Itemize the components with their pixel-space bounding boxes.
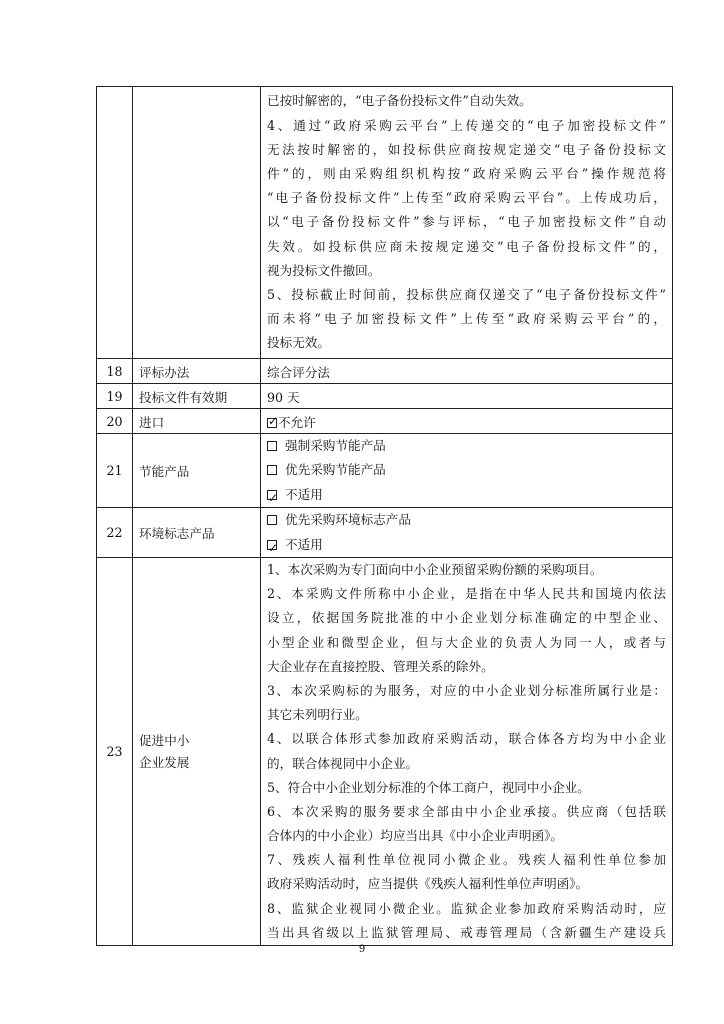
text-line: 失效。如投标供应商未按规定递交“电子备份投标文件”的， <box>267 238 666 254</box>
text-line: 4、以联合体形式参加政府采购活动，联合体各方均为中小企业 <box>267 731 666 747</box>
text-line: 投标无效。 <box>267 335 330 351</box>
option-label: 不适用 <box>285 486 323 502</box>
text-line: 合体内的中小企业）均应当出具《中小企业声明函》。 <box>267 828 563 844</box>
row-number: 21 <box>97 434 133 508</box>
text-line: 设立，依据国务院批准的中小企业划分标准确定的中型企业、 <box>267 610 666 626</box>
row-label <box>133 558 261 946</box>
text-line: 6、本次采购的服务要求全部由中小企业承接。供应商（包括联 <box>267 803 666 819</box>
row-label: 环境标志产品 <box>133 508 261 558</box>
energy-options <box>261 434 673 508</box>
text-line: 而未将“电子加密投标文件”上传至“政府采购云平台”的， <box>267 311 666 327</box>
row-label: 节能产品 <box>133 434 261 508</box>
option-line <box>267 508 666 532</box>
unchecked-box-icon <box>267 465 277 475</box>
continuation-content <box>261 87 673 359</box>
text-line: 无法按时解密的，如投标供应商按规定递交“电子备份投标文 <box>267 141 666 157</box>
text-line: “电子备份投标文件”上传至“政府采购云平台”。上传成功后， <box>267 190 666 206</box>
row-label: 投标文件有效期 <box>133 384 261 409</box>
table-row-23 <box>97 558 673 946</box>
option-label: 优先采购环境标志产品 <box>285 512 411 528</box>
text-line: 2、本采购文件所称中小企业，是指在中华人民共和国境内依法 <box>267 586 666 602</box>
option-line <box>267 483 666 507</box>
table-row-continuation <box>97 87 673 359</box>
text-line: 5、投标截止时间前，投标供应商仅递交了“电子备份投标文件” <box>267 286 666 302</box>
checked-box-icon <box>267 490 277 500</box>
table-row-18 <box>97 359 673 384</box>
unchecked-box-icon <box>267 441 277 451</box>
text-line: 的，联合体视同中小企业。 <box>267 755 419 771</box>
table-row-21 <box>97 434 673 508</box>
row-label-cell <box>133 87 261 359</box>
text-line: 8、监狱企业视同小微企业。监狱企业参加政府采购活动时，应 <box>267 900 666 916</box>
row-value: 综合评分法 <box>261 359 673 384</box>
row-label-line: 促进中小 <box>139 732 190 748</box>
eco-label-options <box>261 508 673 558</box>
option-label: 不允许 <box>278 414 316 430</box>
text-line: 7、残疾人福利性单位视同小微企业。残疾人福利性单位参加 <box>267 852 666 868</box>
table-row-19 <box>97 384 673 409</box>
row-label-line: 企业发展 <box>139 754 190 770</box>
text-line: 3、本次采购标的为服务，对应的中小企业划分标准所属行业是： <box>267 682 666 698</box>
sme-content <box>261 558 673 946</box>
text-line: 其它未列明行业。 <box>267 707 368 723</box>
text-line: 视为投标文件撤回。 <box>267 262 381 278</box>
table-row-22 <box>97 508 673 558</box>
option-label: 优先采购节能产品 <box>285 462 386 478</box>
checked-box-icon <box>267 540 277 550</box>
page-number: 9 <box>358 944 366 955</box>
text-line: 大企业存在直接控股、管理关系的除外。 <box>267 658 494 674</box>
row-value: 90 天 <box>261 384 673 409</box>
row-number-cell <box>97 87 133 359</box>
row-label: 进口 <box>133 409 261 434</box>
text-line: 1、本次采购为专门面向中小企业预留采购份额的采购项目。 <box>267 562 603 577</box>
row-number: 23 <box>97 558 133 946</box>
row-number: 19 <box>97 384 133 409</box>
row-value-import <box>261 409 673 434</box>
text-line: 政府采购活动时，应当提供《残疾人福利性单位声明函》。 <box>267 876 589 892</box>
table-row-20 <box>97 409 673 434</box>
text-line: 小型企业和微型企业，但与大企业的负责人为同一人，或者与 <box>267 634 666 650</box>
text-line: 件”的，则由采购组织机构按“政府采购云平台”操作规范将 <box>267 166 666 182</box>
row-number: 20 <box>97 409 133 434</box>
row-label: 评标办法 <box>133 359 261 384</box>
row-number: 22 <box>97 508 133 558</box>
text-line: 4、通过“政府采购云平台”上传递交的“电子加密投标文件” <box>267 117 666 133</box>
option-line <box>267 434 666 458</box>
option-line <box>267 458 666 482</box>
option-label: 强制采购节能产品 <box>285 438 386 454</box>
option-label: 不适用 <box>285 536 323 552</box>
option-line <box>267 533 666 557</box>
unchecked-box-icon <box>267 515 277 525</box>
procurement-table <box>96 86 673 946</box>
text-line: 5、符合中小企业划分标准的个体工商户，视同中小企业。 <box>267 779 590 795</box>
row-number: 18 <box>97 359 133 384</box>
text-line: 当出具省级以上监狱管理局、戒毒管理局（含新疆生产建设兵 <box>267 924 666 940</box>
checked-box-icon <box>267 418 277 428</box>
text-line: 以“电子备份投标文件”参与评标，“电子加密投标文件”自动 <box>267 214 666 230</box>
text-line: 已按时解密的，“电子备份投标文件”自动失效。 <box>267 93 532 109</box>
